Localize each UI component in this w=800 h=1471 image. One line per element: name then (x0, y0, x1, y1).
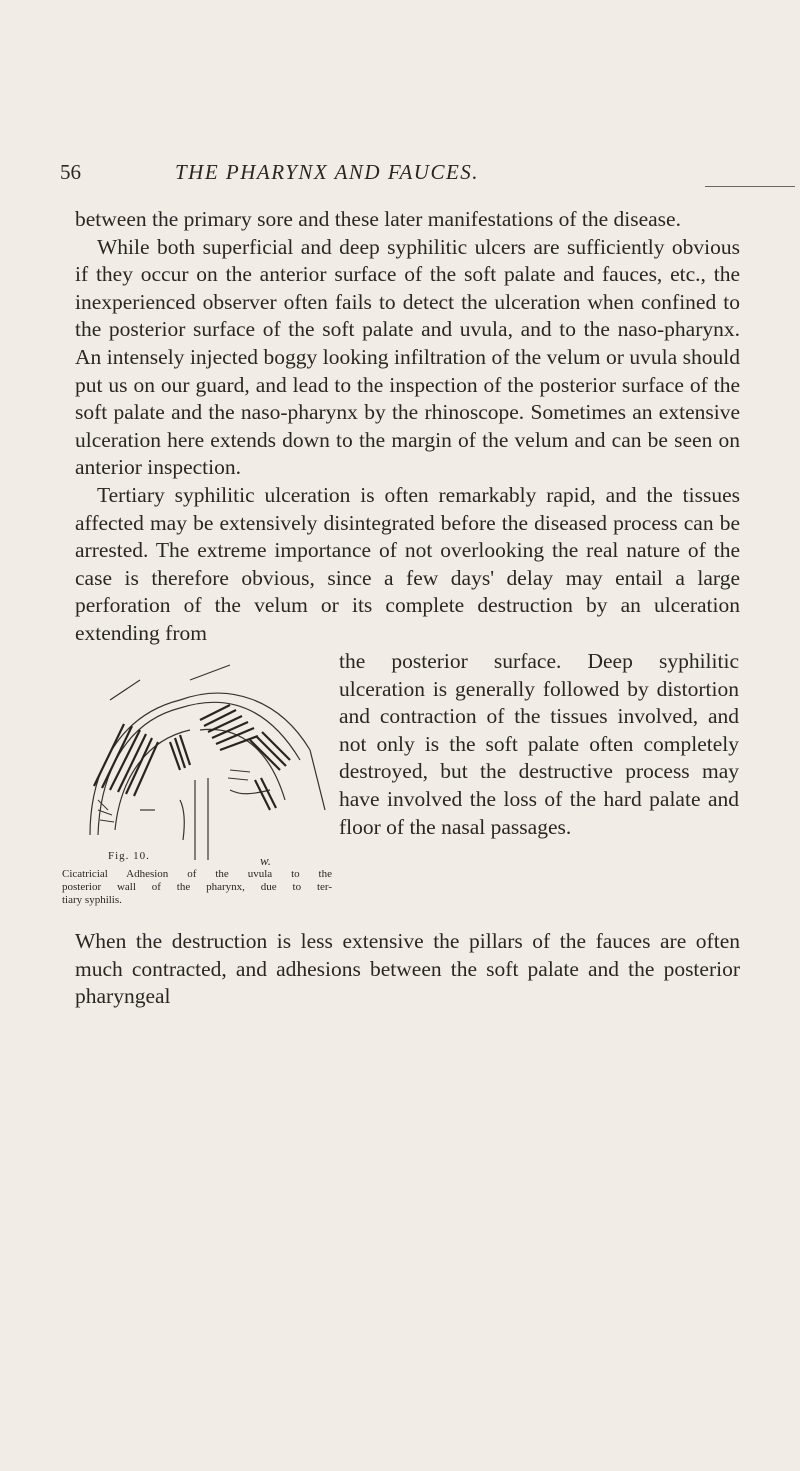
figure-mark: w. (260, 853, 271, 868)
page-header (60, 160, 740, 192)
main-text-bottom (75, 928, 740, 1011)
figure-caption (62, 868, 332, 907)
page-number: 56 (60, 160, 81, 184)
running-title: THE PHARYNX AND FAUCES. (175, 160, 480, 184)
paragraph-2: While both superficial and deep syphilitic ulcers are sufficiently obvious if they occur on the anterior surface of the soft palate and fauces, etc., the inexperienced observer often fails to detect the ulceration when confined to the posterior surface of the soft palate and uvula, and to the naso-pharynx. An intensely injected boggy looking infiltration of the velum or uvula should put us on our guard, and lead to the inspection of the posterior surface of the soft palate and the naso-pharynx by the rhinoscope. Sometimes an extensive ulceration here extends down to the margin of the velum and can be seen on anterior inspection. (75, 234, 740, 480)
main-text-top (75, 206, 740, 648)
caption-line-2: posterior wall of the pharynx, due to ter- (62, 881, 332, 893)
header-rule (705, 186, 795, 187)
caption-line-1: Cicatricial Adhesion of the uvula to the (62, 868, 332, 880)
figure-label: Fig. 10. (108, 850, 150, 862)
paragraph-3: Tertiary syphilitic ulceration is often remarkably rapid, and the tissues affected may be extensively disintegrated before the diseased process can be arrested. The extreme importance of not overlooking the real nature of the case is therefore obvious, since a few days' delay may entail a large perforation of the velum or its complete destruction by an ulceration extending from (75, 482, 740, 645)
caption-line-3: tiary syphilis. (62, 894, 122, 906)
paragraph-1: between the primary sore and these later manifestations of the disease. (75, 207, 681, 231)
figure-wrap-text: the posterior surface. Deep syphilitic ulceration is generally followed by distortion and contraction of the tissues involved, and not only is the soft palate often completely destroyed, but the destructive process may have involved the loss of the hard palate and floor of the nasal passages. (339, 649, 739, 839)
paragraph-4: When the destruction is less extensive the pillars of the fauces are often much contracted, and adhesions between the soft palate and the posterior pharyngeal (75, 929, 740, 1009)
figure-illustration (80, 660, 335, 875)
